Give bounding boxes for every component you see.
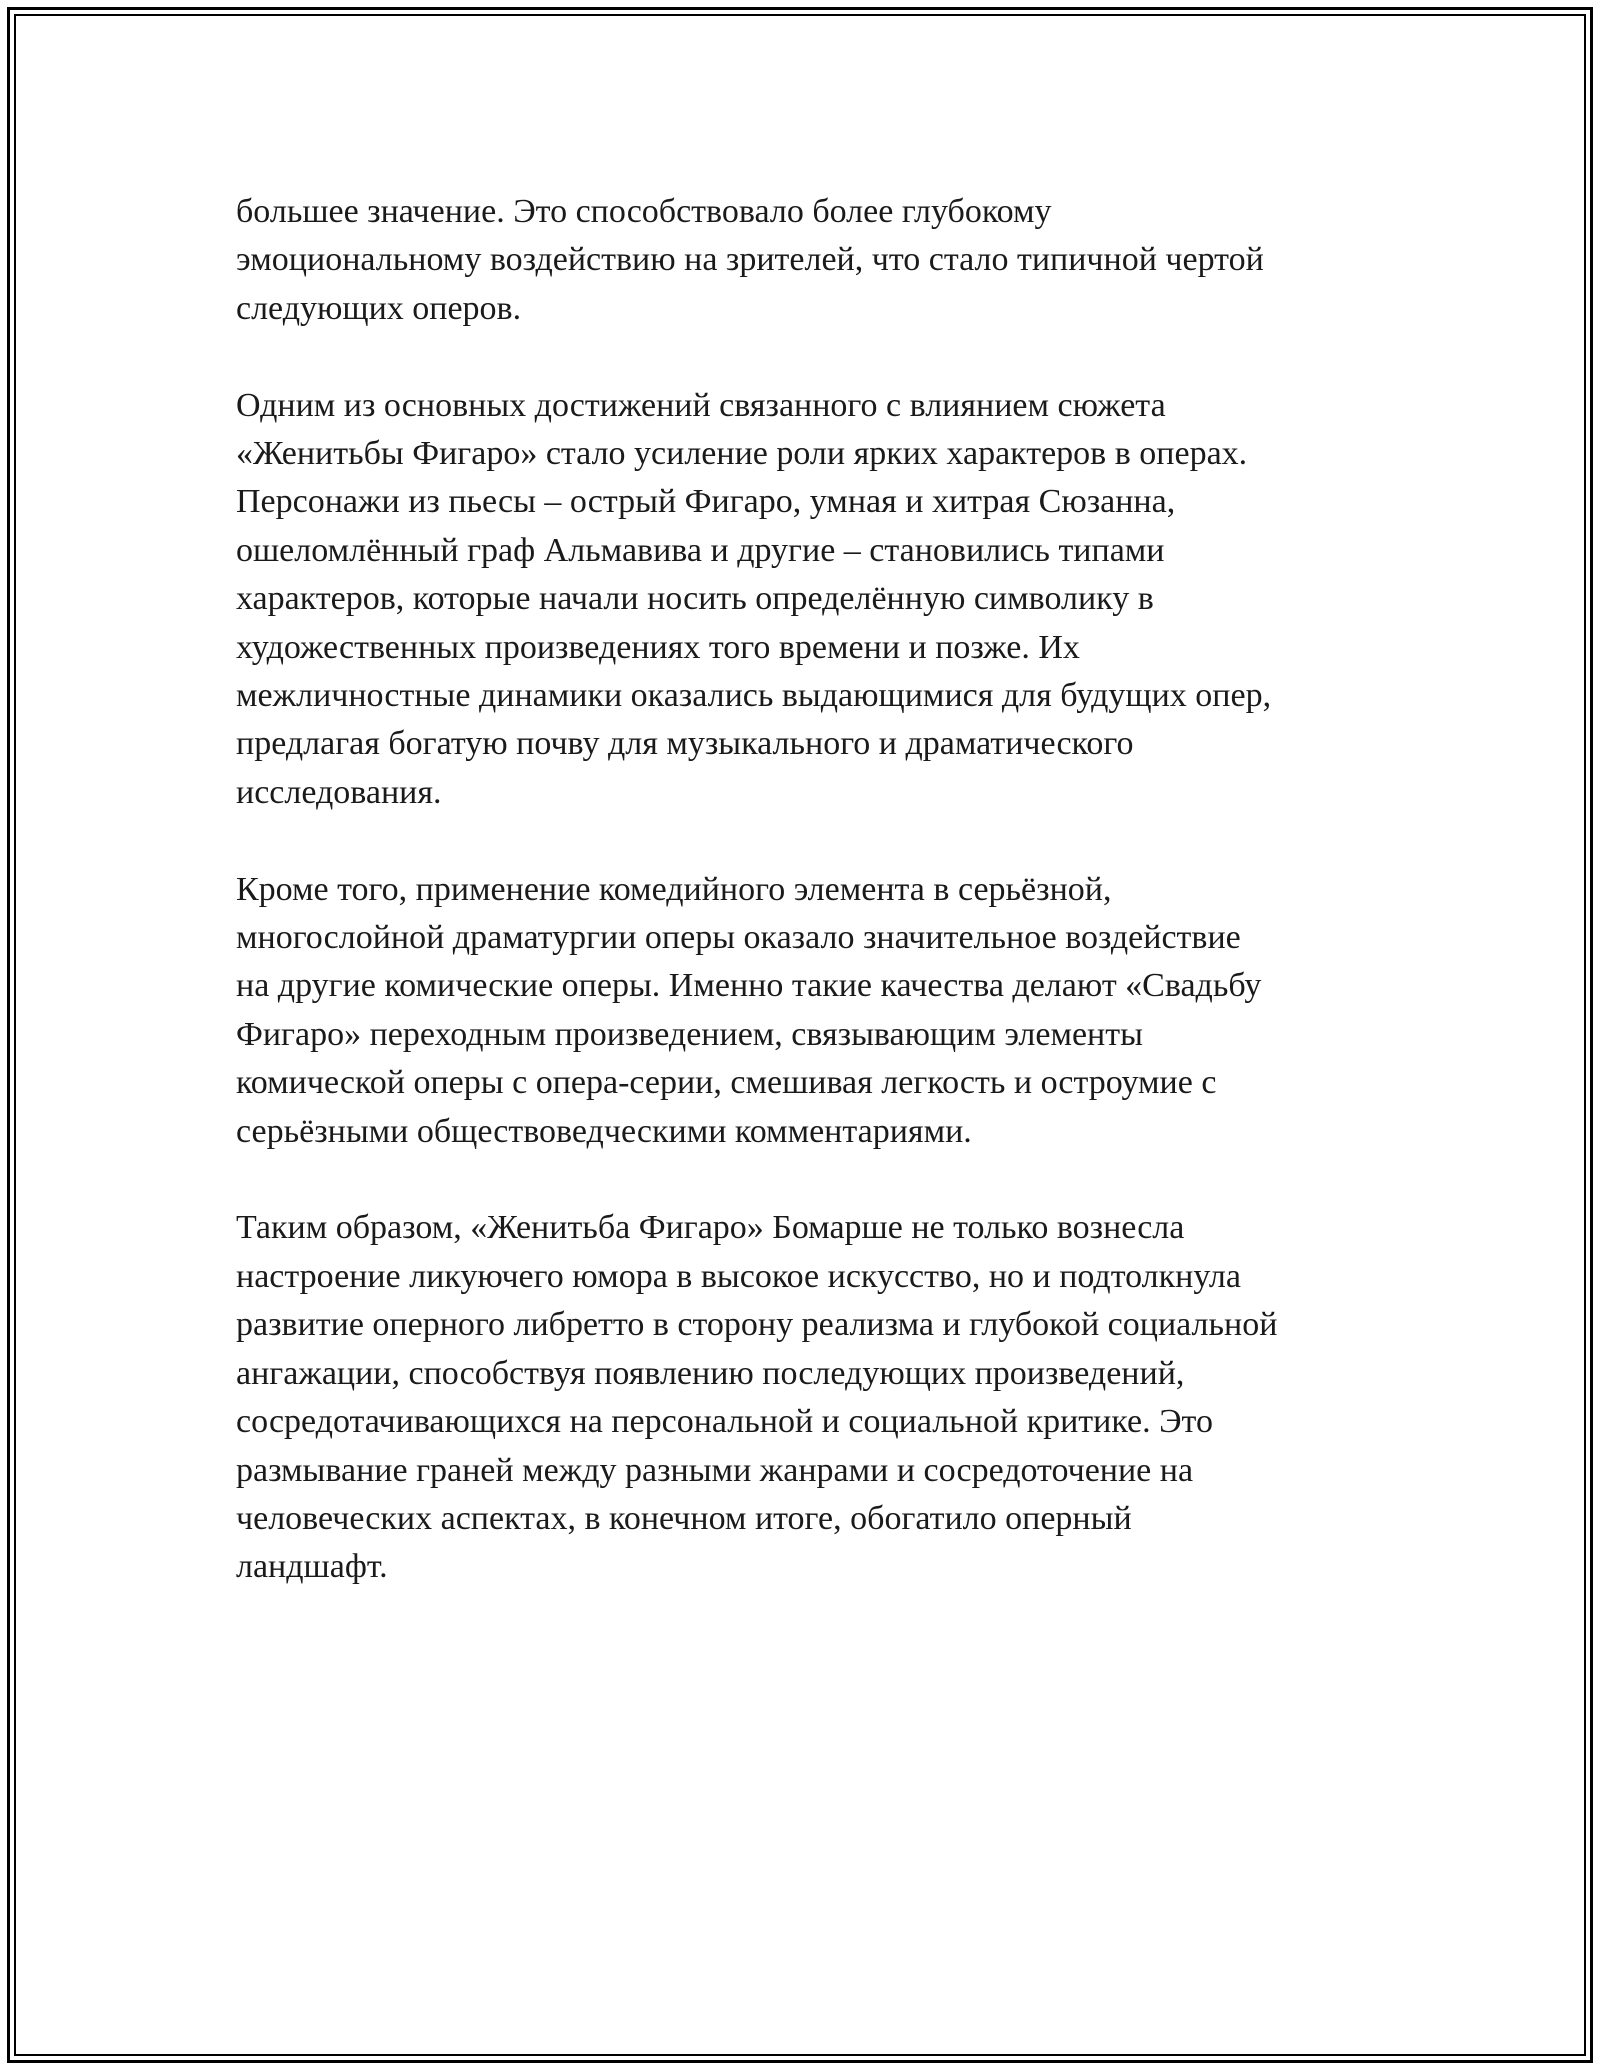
text-line: большее значение. Это способствовало более глубокому: [236, 193, 1052, 230]
document-body: [236, 188, 1376, 1640]
text-line: межличностные динамики оказались выдающимися для будущих опер,: [236, 677, 1272, 715]
text-line: человеческих аспектах, в конечном итоге, обогатило оперный: [236, 1499, 1132, 1537]
text-line: художественных произведениях того времени и позже. Их: [236, 628, 1080, 666]
paragraph-3: [236, 866, 1376, 1156]
text-line: серьёзными обществоведческими комментариями.: [236, 1112, 972, 1150]
text-line: ангажации, способствуя появлению последующих произведений,: [236, 1354, 1185, 1392]
text-line: Кроме того, применение комедийного элемента в серьёзной,: [236, 870, 1112, 908]
text-line: эмоциональному воздействию на зрителей, что стало типичной чертой: [236, 241, 1264, 279]
text-line: сосредотачивающихся на персональной и социальной критике. Это: [236, 1403, 1213, 1441]
text-line: Фигаро» переходным произведением, связывающим элементы: [236, 1015, 1143, 1053]
text-line: размывание граней между разными жанрами и сосредоточение на: [236, 1451, 1194, 1489]
text-line: многослойной драматургии оперы оказало значительное воздействие: [236, 919, 1241, 957]
text-line: исследования.: [236, 773, 442, 811]
paragraph-1: [236, 188, 1376, 333]
text-line: настроение ликуючего юмора в высокое искусство, но и подтолкнула: [236, 1257, 1241, 1295]
text-line: развитие оперного либретто в сторону реализма и глубокой социальной: [236, 1306, 1278, 1344]
text-line: Одним из основных достижений связанного с влиянием сюжета: [236, 386, 1166, 424]
text-line: характеров, которые начали носить определённую символику в: [236, 580, 1154, 618]
paragraph-2: [236, 382, 1376, 818]
text-line: на другие комические оперы. Именно такие качества делают «Свадьбу: [236, 967, 1262, 1005]
text-line: комической оперы с опера-серии, смешивая легкость и остроумие с: [236, 1064, 1217, 1102]
text-line: Таким образом, «Женитьба Фигаро» Бомарше не только вознесла: [236, 1209, 1185, 1247]
paragraph-4: [236, 1204, 1376, 1591]
text-line: ошеломлённый граф Альмавива и другие – становились типами: [236, 531, 1165, 569]
text-line: Персонажи из пьесы – острый Фигаро, умная и хитрая Сюзанна,: [236, 483, 1176, 521]
text-line: ландшафт.: [236, 1548, 388, 1586]
text-line: предлагая богатую почву для музыкального и драматического: [236, 725, 1134, 763]
text-line: следующих оперов.: [236, 289, 522, 327]
text-line: «Женитьбы Фигаро» стало усиление роли ярких характеров в операх.: [236, 435, 1248, 473]
